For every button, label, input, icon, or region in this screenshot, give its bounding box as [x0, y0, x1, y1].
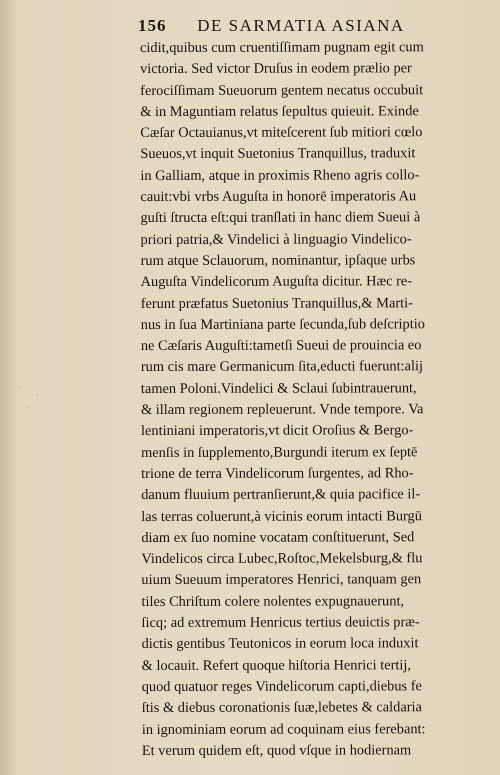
text-line: Auguſta Vindelicorum Auguſta dicitur. Hæc re-	[140, 273, 413, 291]
text-line: cidit,quibus cum cruentiſſimam pugnam egit cum	[140, 39, 424, 56]
margin-show-through	[12, 375, 48, 415]
text-line: guſti ſtructa eſt:qui tranſlati in hanc diem Sueui à	[140, 209, 421, 227]
text-line: ſicq; ad extremum Henricus tertius deuictis præ-	[141, 614, 420, 632]
text-line: in Galliam, atque in proximis Rheno agris collo-	[140, 167, 420, 184]
text-line: in ignominiam eorum ad coquinam eius ferebant:	[141, 720, 426, 738]
text-line: ſtis & diebus coronationis ſuæ,lebetes & caldaria	[141, 699, 422, 717]
text-line: dictis gentibus Teutonicos in eorum loca induxit	[141, 635, 419, 653]
text-line: Vindelicos circa Lubec,Roſtoc,Mekelsburg,& flu	[141, 550, 423, 568]
main-text	[140, 37, 490, 762]
text-line: ferociſſimam Sueuorum gentem necatus occubuit	[140, 81, 424, 99]
text-line: tiles Chriſtum colere nolentes expugnauerunt,	[141, 593, 405, 610]
text-line: & illam regionem repleuerunt. Vnde tempore. Va	[140, 401, 424, 419]
text-line: lentiniani imperatoris,vt dicit Oroſius & Bergo-	[141, 422, 414, 440]
text-line: Sueuos,vt inquit Suetonius Tranquillus, traduxit	[140, 145, 416, 163]
text-line: rum atque Sclauorum, nominantur, ipſaque urbs	[140, 252, 416, 269]
text-line: & locauit. Refert quoque hiſtoria Henrici tertij,	[141, 656, 412, 674]
text-line: ferunt præfatus Suetonius Tranquillus,& Marti-	[140, 294, 413, 312]
page-number: 156	[138, 16, 167, 35]
text-line: Et verum quidem eſt, quod vſque in hodiernam	[141, 742, 412, 759]
text-line: tamen Poloni.Vindelici & Sclaui ſubintrauerunt,	[140, 380, 417, 397]
text-line: nus in ſua Martiniana parte ſecunda,ſub deſcriptio	[140, 316, 425, 333]
text-line: uium Sueuum imperatores Henrici, tanquam gen	[141, 571, 422, 589]
page-header	[138, 14, 468, 38]
text-line: cauit:vbi vrbs Auguſta in honorē imperatoris Au	[140, 188, 417, 206]
text-line: rum cis mare Germanicum ſita,educti fuerunt:alij	[140, 358, 424, 376]
text-line: & in Maguntiam relatus ſepultus quieuit. Exinde	[140, 103, 419, 120]
text-line: menſis in ſupplemento,Burgundi iterum ex ſeptē	[141, 443, 418, 461]
text-line: danum fluuium pertranſierunt,& quia pacifice il-	[141, 486, 421, 504]
text-line: priori patria,& Vindelici à linguagio Vindelico-	[140, 230, 412, 248]
text-line: las terras coluerunt,à vicinis eorum intacti Burgū	[141, 507, 422, 525]
running-title: DE SARMATIA ASIANA	[197, 16, 405, 35]
text-line: diam ex ſuo nomine vocatam conſtituerunt, Sed	[141, 529, 415, 546]
text-line: Cæſar Octauianus,vt miteſcerent ſub mitiori cœlo	[140, 124, 423, 142]
text-line: ne Cæſaris Auguſti:tametſi Sueui de prouincia eo	[140, 337, 422, 355]
text-line: victoria. Sed victor Druſus in eodem prælio per	[140, 60, 412, 78]
text-line: trione de terra Vindelicorum ſurgentes, ad Rho-	[141, 465, 414, 482]
text-line: quod quatuor reges Vindelicorum capti,diebus fe	[141, 678, 422, 695]
